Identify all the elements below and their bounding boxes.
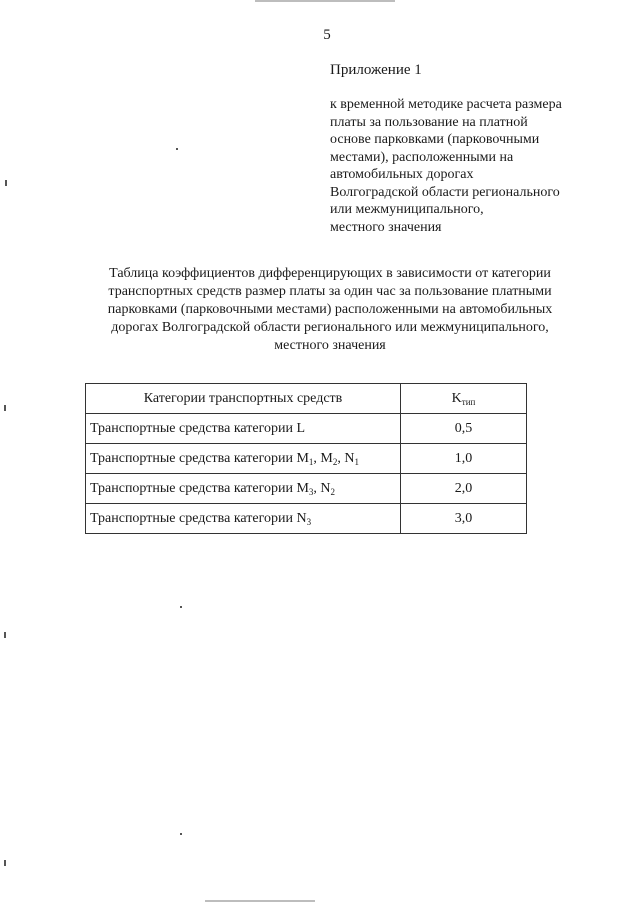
category-code-index: 3 (308, 486, 314, 497)
category-code: , N (313, 480, 331, 496)
category-prefix: Транспортные средства категории (90, 510, 297, 526)
header-coefficient (401, 384, 527, 414)
table-heading-line: парковками (парковочными местами) расположенными на автомобильных (107, 302, 553, 317)
category-prefix: Транспортные средства категории (90, 450, 297, 466)
category-cell (86, 414, 401, 444)
category-code-index: 1 (354, 456, 359, 467)
appendix-subtitle (330, 96, 630, 236)
appendix-title: Приложение 1 (330, 62, 422, 78)
appendix-line: или межмуниципального, (330, 202, 484, 217)
scan-mark (4, 405, 6, 411)
table-body (86, 414, 527, 534)
table-heading (60, 265, 600, 355)
coefficient-cell: 3,0 (401, 504, 527, 534)
category-prefix: Транспортные средства категории (90, 480, 297, 496)
coefficient-cell: 0,5 (401, 414, 527, 444)
scan-mark (180, 606, 182, 608)
appendix-line: автомобильных дорогах (330, 167, 474, 182)
table-row (86, 474, 527, 504)
table-row (86, 414, 527, 444)
header-coefficient-main: K (451, 390, 462, 406)
category-code-index: 1 (308, 456, 314, 467)
category-code: M (296, 480, 309, 496)
category-cell (86, 474, 401, 504)
category-code: L (296, 420, 306, 436)
header-coefficient-sub: тип (461, 396, 476, 407)
category-code: , N (337, 450, 355, 466)
appendix-line: платы за пользование на платной (330, 114, 528, 130)
table-header-row (86, 384, 527, 414)
category-code-index: 2 (332, 456, 338, 467)
header-category: Категории транспортных средств (86, 384, 401, 414)
coefficient-cell: 1,0 (401, 444, 527, 474)
category-cell (86, 504, 401, 534)
table-row (86, 504, 527, 534)
coefficient-table (85, 383, 527, 534)
table-heading-line: дорогах Волгоградской области регионального или межмуниципального, (111, 320, 549, 335)
scan-mark (176, 148, 178, 150)
appendix-line: к временной методике расчета размера (330, 97, 562, 112)
coefficient-cell: 2,0 (401, 474, 527, 504)
page-number: 5 (323, 27, 331, 43)
category-code: M (296, 450, 309, 466)
scan-artifact-top (255, 0, 395, 2)
table-heading-line: Таблица коэффициентов дифференцирующих в зависимости от категории (109, 266, 551, 281)
appendix-line: основе парковками (парковочными (330, 132, 540, 147)
scan-mark (4, 860, 6, 866)
scan-mark (180, 833, 182, 835)
scan-artifact-bottom (205, 900, 315, 902)
appendix-line: местного значения (330, 219, 442, 235)
category-cell (86, 444, 401, 474)
category-code: N (296, 510, 307, 526)
appendix-line: Волгоградской области регионального (330, 184, 560, 200)
appendix-line: местами), расположенными на (330, 149, 514, 165)
table-heading-line: транспортных средств размер платы за один час за пользование платными (108, 284, 552, 299)
scan-mark (4, 632, 6, 638)
scan-mark (5, 180, 7, 186)
category-prefix: Транспортные средства категории (90, 420, 297, 436)
category-code-index: 2 (330, 486, 336, 497)
table-row (86, 444, 527, 474)
table-heading-line: местного значения (274, 338, 386, 353)
category-code-index: 3 (306, 516, 312, 527)
category-code: , M (313, 450, 333, 466)
